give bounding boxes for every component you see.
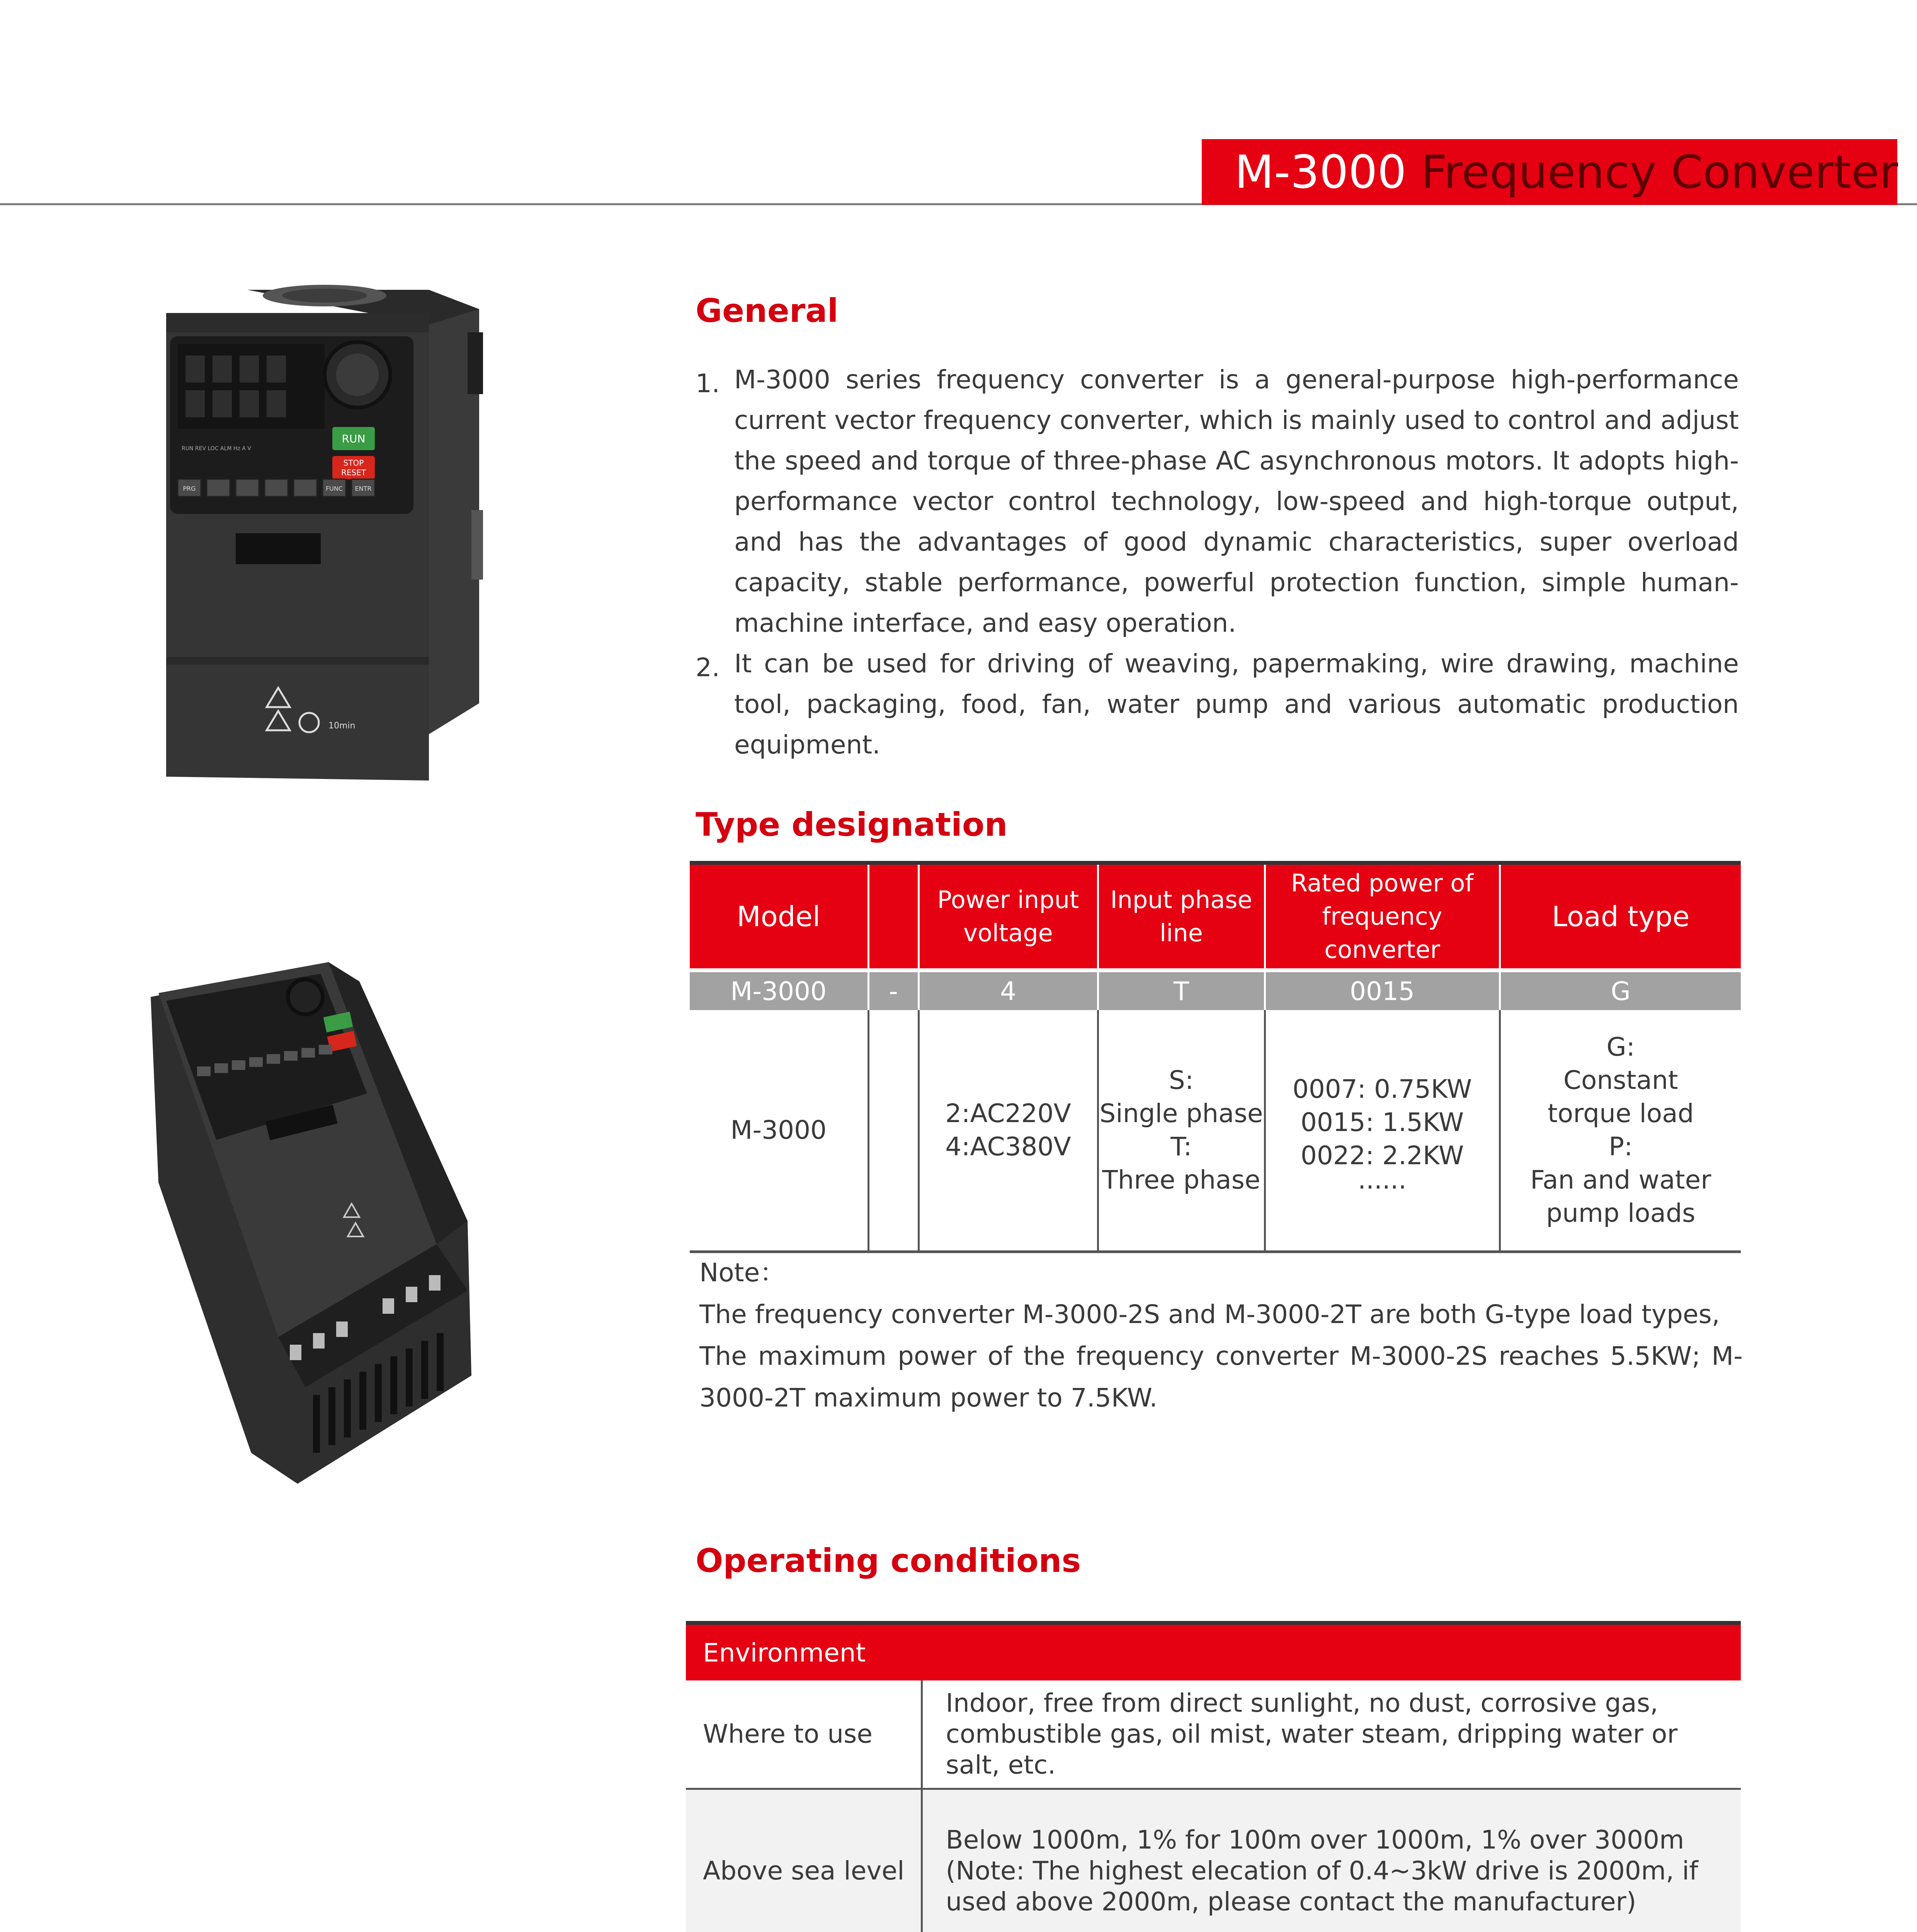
phase-line: Three phase	[1102, 1165, 1260, 1195]
power-line: ......	[1358, 1165, 1407, 1195]
code-dash: -	[868, 970, 919, 1010]
code-load: G	[1500, 970, 1741, 1010]
type-designation-table	[690, 861, 1741, 1253]
power-line: 0015: 1.5KW	[1300, 1107, 1464, 1137]
load-line: pump loads	[1546, 1198, 1696, 1228]
device-run-label: RUN	[342, 432, 366, 445]
power-line: 0022: 2.2KW	[1300, 1141, 1464, 1170]
header-banner	[1202, 139, 1897, 205]
load-line: Fan and water	[1530, 1165, 1711, 1195]
note-block	[699, 1252, 1743, 1419]
load-line: torque load	[1547, 1099, 1694, 1128]
header-load-cell: Load type	[1500, 863, 1741, 970]
phase-line: Single phase	[1099, 1099, 1263, 1128]
note-label: Note：	[699, 1258, 786, 1287]
row-value: Below 1000m, 1% for 100m over 1000m, 1% over 3000m (Note: The highest elecation of 0.4~3kW drive is 2000m, if used above 2000m, please contact the manufacturer)	[922, 1789, 1741, 1932]
list-number: 1.	[696, 369, 720, 398]
general-list	[696, 359, 1739, 765]
row-label: Above sea level	[686, 1789, 922, 1932]
header-dash-cell	[868, 863, 919, 970]
device-front-image	[151, 278, 491, 804]
device-stop-label: STOP	[343, 458, 364, 468]
environment-header: Environment	[686, 1623, 1741, 1680]
header-phase-cell: Input phase line	[1098, 863, 1265, 970]
phase-line: S:	[1169, 1065, 1194, 1095]
note-line: The frequency converter M-3000-2S and M-3000-2T are both G-type load types,	[699, 1299, 1720, 1329]
code-power: 0015	[1265, 970, 1500, 1010]
voltage-line: 4:AC380V	[945, 1132, 1071, 1162]
list-text: M-3000 series frequency converter is a general-purpose high-performance current vector frequency converter, which is mainly used to control and adjust the speed and torque of three-phase AC asynchronous motors. It adopts high-performance vector control technology, low-speed and high-torque output, and has the advantages of good dynamic characteristics, super overload capacity, stable performance, powerful protection function, simple human-machine interface, and easy operation.	[734, 365, 1739, 638]
phase-line: T:	[1170, 1132, 1192, 1162]
operating-conditions-table	[686, 1621, 1741, 1932]
list-text: It can be used for driving of weaving, papermaking, wire drawing, machine tool, packaging, food, fan, water pump and various automatic production equipment.	[734, 649, 1739, 760]
detail-model: M-3000	[730, 1115, 827, 1145]
device-reset-label: RESET	[341, 468, 366, 477]
list-number: 2.	[696, 653, 720, 682]
table-row	[686, 1680, 1741, 1789]
code-voltage: 4	[919, 970, 1098, 1010]
voltage-line: 2:AC220V	[945, 1099, 1071, 1128]
detail-dash	[868, 1010, 919, 1252]
load-line: G:	[1606, 1032, 1635, 1062]
list-item	[696, 643, 1739, 765]
detail-load	[1500, 1010, 1741, 1252]
detail-phase	[1098, 1010, 1265, 1252]
header-title: Frequency Converter	[1421, 145, 1898, 199]
header-power-cell: Rated power of frequency converter	[1265, 863, 1500, 970]
table-header-row	[686, 1623, 1741, 1680]
general-title: General	[696, 292, 839, 330]
row-label: Where to use	[686, 1680, 922, 1789]
type-designation-title: Type designation	[696, 806, 1008, 844]
detail-voltage	[919, 1010, 1098, 1252]
detail-power	[1265, 1010, 1500, 1252]
code-model: M-3000	[690, 970, 868, 1010]
table-row	[686, 1789, 1741, 1932]
power-line: 0007: 0.75KW	[1292, 1074, 1472, 1104]
list-item	[696, 359, 1739, 643]
device-angle-image	[151, 951, 498, 1499]
header-voltage-cell: Power input voltage	[919, 863, 1098, 970]
note-line: The maximum power of the frequency converter M-3000-2S reaches 5.5KW; M-3000-2T maximum power to 7.5KW.	[699, 1341, 1743, 1413]
device-func-label: FUNC	[325, 485, 343, 492]
operating-conditions-title: Operating conditions	[696, 1542, 1081, 1580]
table-row	[690, 1010, 1741, 1252]
header-model: M-3000	[1235, 145, 1407, 199]
device-enter-label: ENTR	[355, 485, 372, 492]
header-model-cell: Model	[690, 863, 868, 970]
table-row	[690, 970, 1741, 1010]
code-phase: T	[1098, 970, 1265, 1010]
device-timer-label: 10min	[328, 721, 356, 731]
row-value: Indoor, free from direct sunlight, no dust, corrosive gas, combustible gas, oil mist, water steam, dripping water or salt, etc.	[946, 1688, 1678, 1780]
device-indicators: RUN REV LOC ALM Hz A V	[182, 446, 251, 452]
load-line: Constant	[1563, 1065, 1678, 1095]
table-header-row	[690, 863, 1741, 970]
load-line: P:	[1609, 1132, 1633, 1162]
device-prg-label: PRG	[183, 485, 196, 492]
